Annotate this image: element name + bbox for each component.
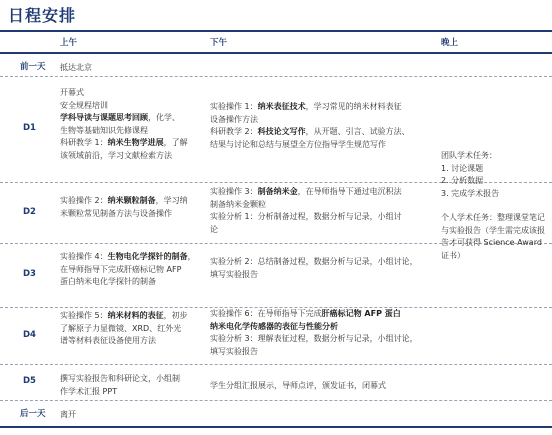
evening-line: 团队学术任务： — [441, 151, 497, 160]
schedule-line: 实验操作 4：生物电化学探针的制备， — [60, 252, 196, 261]
schedule-line: 实验分析 2：总结制备过程，数据分析与记录，小组讨论， — [210, 257, 418, 266]
row-label: 后一天 — [20, 408, 46, 419]
header-bottom-rule — [0, 52, 552, 54]
morning-cell — [60, 62, 92, 75]
schedule-line: 开幕式 — [60, 88, 84, 97]
header-col-pm: 下午 — [210, 38, 228, 48]
row-label: D5 — [23, 376, 36, 386]
header-col-am: 上午 — [60, 38, 78, 48]
afternoon-cell — [210, 308, 418, 358]
afternoon-cell — [210, 186, 402, 236]
afternoon-cell — [210, 256, 418, 281]
schedule-line: 离开 — [60, 410, 76, 419]
schedule-line: 了解原子力显微镜、XRD、红外光 — [60, 323, 182, 333]
schedule-line: 设备操作方法 — [210, 114, 258, 124]
schedule-line: 学科导读与课题思考回顾，化学、 — [60, 113, 180, 122]
row-divider — [0, 400, 552, 401]
row-label: 前一天 — [20, 62, 46, 72]
schedule-line: 实验分析 3：理解表征过程，数据分析与记录，小组讨论， — [210, 334, 418, 343]
schedule-line: 实验操作 3：制备纳米金，在导师指导下通过电沉积法 — [210, 187, 402, 196]
header-col-eve: 晚上 — [441, 38, 459, 48]
schedule-line: 学生分组汇报展示，导师点评，颁发证书，闭幕式 — [210, 381, 386, 390]
schedule-line: 科研教学 1：纳米生物学进展，了解 — [60, 138, 188, 147]
afternoon-cell — [210, 101, 410, 151]
schedule-line: 实验操作 2：纳米颗粒制备，学习纳 — [60, 196, 188, 205]
row-label: D2 — [23, 206, 36, 217]
schedule-line: 填写实验报告 — [210, 269, 258, 279]
schedule-line: 作学术汇报 PPT — [60, 386, 118, 396]
evening-line: 1. 讨论课题 — [441, 163, 484, 173]
schedule-line: 撰写实验报告和科研论文，小组制 — [60, 374, 180, 383]
row-divider — [0, 76, 552, 77]
schedule-line: 在导师指导下完成肝癌标记物 AFP — [60, 264, 182, 274]
evening-line: 3. 完成学术报告 — [441, 188, 500, 198]
evening-line: 个人学术任务：整理课堂笔记与实验报告（学生需完成该报告才可获得 Science Award 证书） — [441, 213, 545, 260]
schedule-line: 科研教学 2：科技论文写作，从开题、引言、试验方法、 — [210, 127, 410, 136]
morning-cell — [60, 373, 180, 398]
morning-cell — [60, 409, 76, 422]
evening-line — [441, 200, 549, 212]
schedule-line: 制备纳米金颗粒 — [210, 199, 266, 209]
evening-tasks — [441, 150, 549, 262]
schedule-line: 抵达北京 — [60, 63, 92, 72]
row-label: D1 — [23, 123, 36, 133]
row-label: D3 — [23, 269, 36, 279]
evening-line: 2. 分析数据 — [441, 176, 484, 185]
schedule-line: 安全规程培训 — [60, 100, 108, 110]
schedule-line: 实验操作 6：在导师指导下完成肝癌标记物 AFP 蛋白 — [210, 309, 401, 318]
row-divider — [0, 364, 552, 365]
table-bottom-rule — [0, 426, 552, 428]
schedule-line: 蛋白纳米电化学探针的制备 — [60, 277, 156, 286]
schedule-line: 实验操作 5：纳米材料的表征，初步 — [60, 311, 188, 320]
morning-cell — [60, 251, 196, 289]
morning-cell — [60, 195, 188, 220]
schedule-line: 填写实验报告 — [210, 346, 258, 356]
morning-cell — [60, 310, 188, 348]
schedule-line: 生物等基础知识先修课程 — [60, 125, 148, 135]
schedule-line: 实验分析 1：分析制备过程，数据分析与记录，小组讨 — [210, 212, 402, 221]
schedule-line: 该领域前沿，学习文献检索方法 — [60, 150, 172, 160]
page-title: 日程安排 — [8, 6, 77, 25]
schedule-line: 结果与讨论和总结与展望全方位指导学生规范写作 — [210, 139, 386, 149]
morning-cell — [60, 87, 188, 162]
schedule-line: 谱等材料表征设备使用方法 — [60, 336, 156, 345]
schedule-line: 纳米电化学传感器的表征与性能分析 — [210, 321, 338, 331]
afternoon-cell — [210, 380, 386, 393]
row-label: D4 — [23, 329, 36, 340]
schedule-line: 论 — [210, 224, 218, 234]
header-top-rule — [0, 30, 552, 32]
schedule-line: 米颗粒常见制备方法与设备操作 — [60, 208, 172, 218]
schedule-line: 实验操作 1：纳米表征技术，学习常见的纳米材料表征 — [210, 102, 402, 111]
